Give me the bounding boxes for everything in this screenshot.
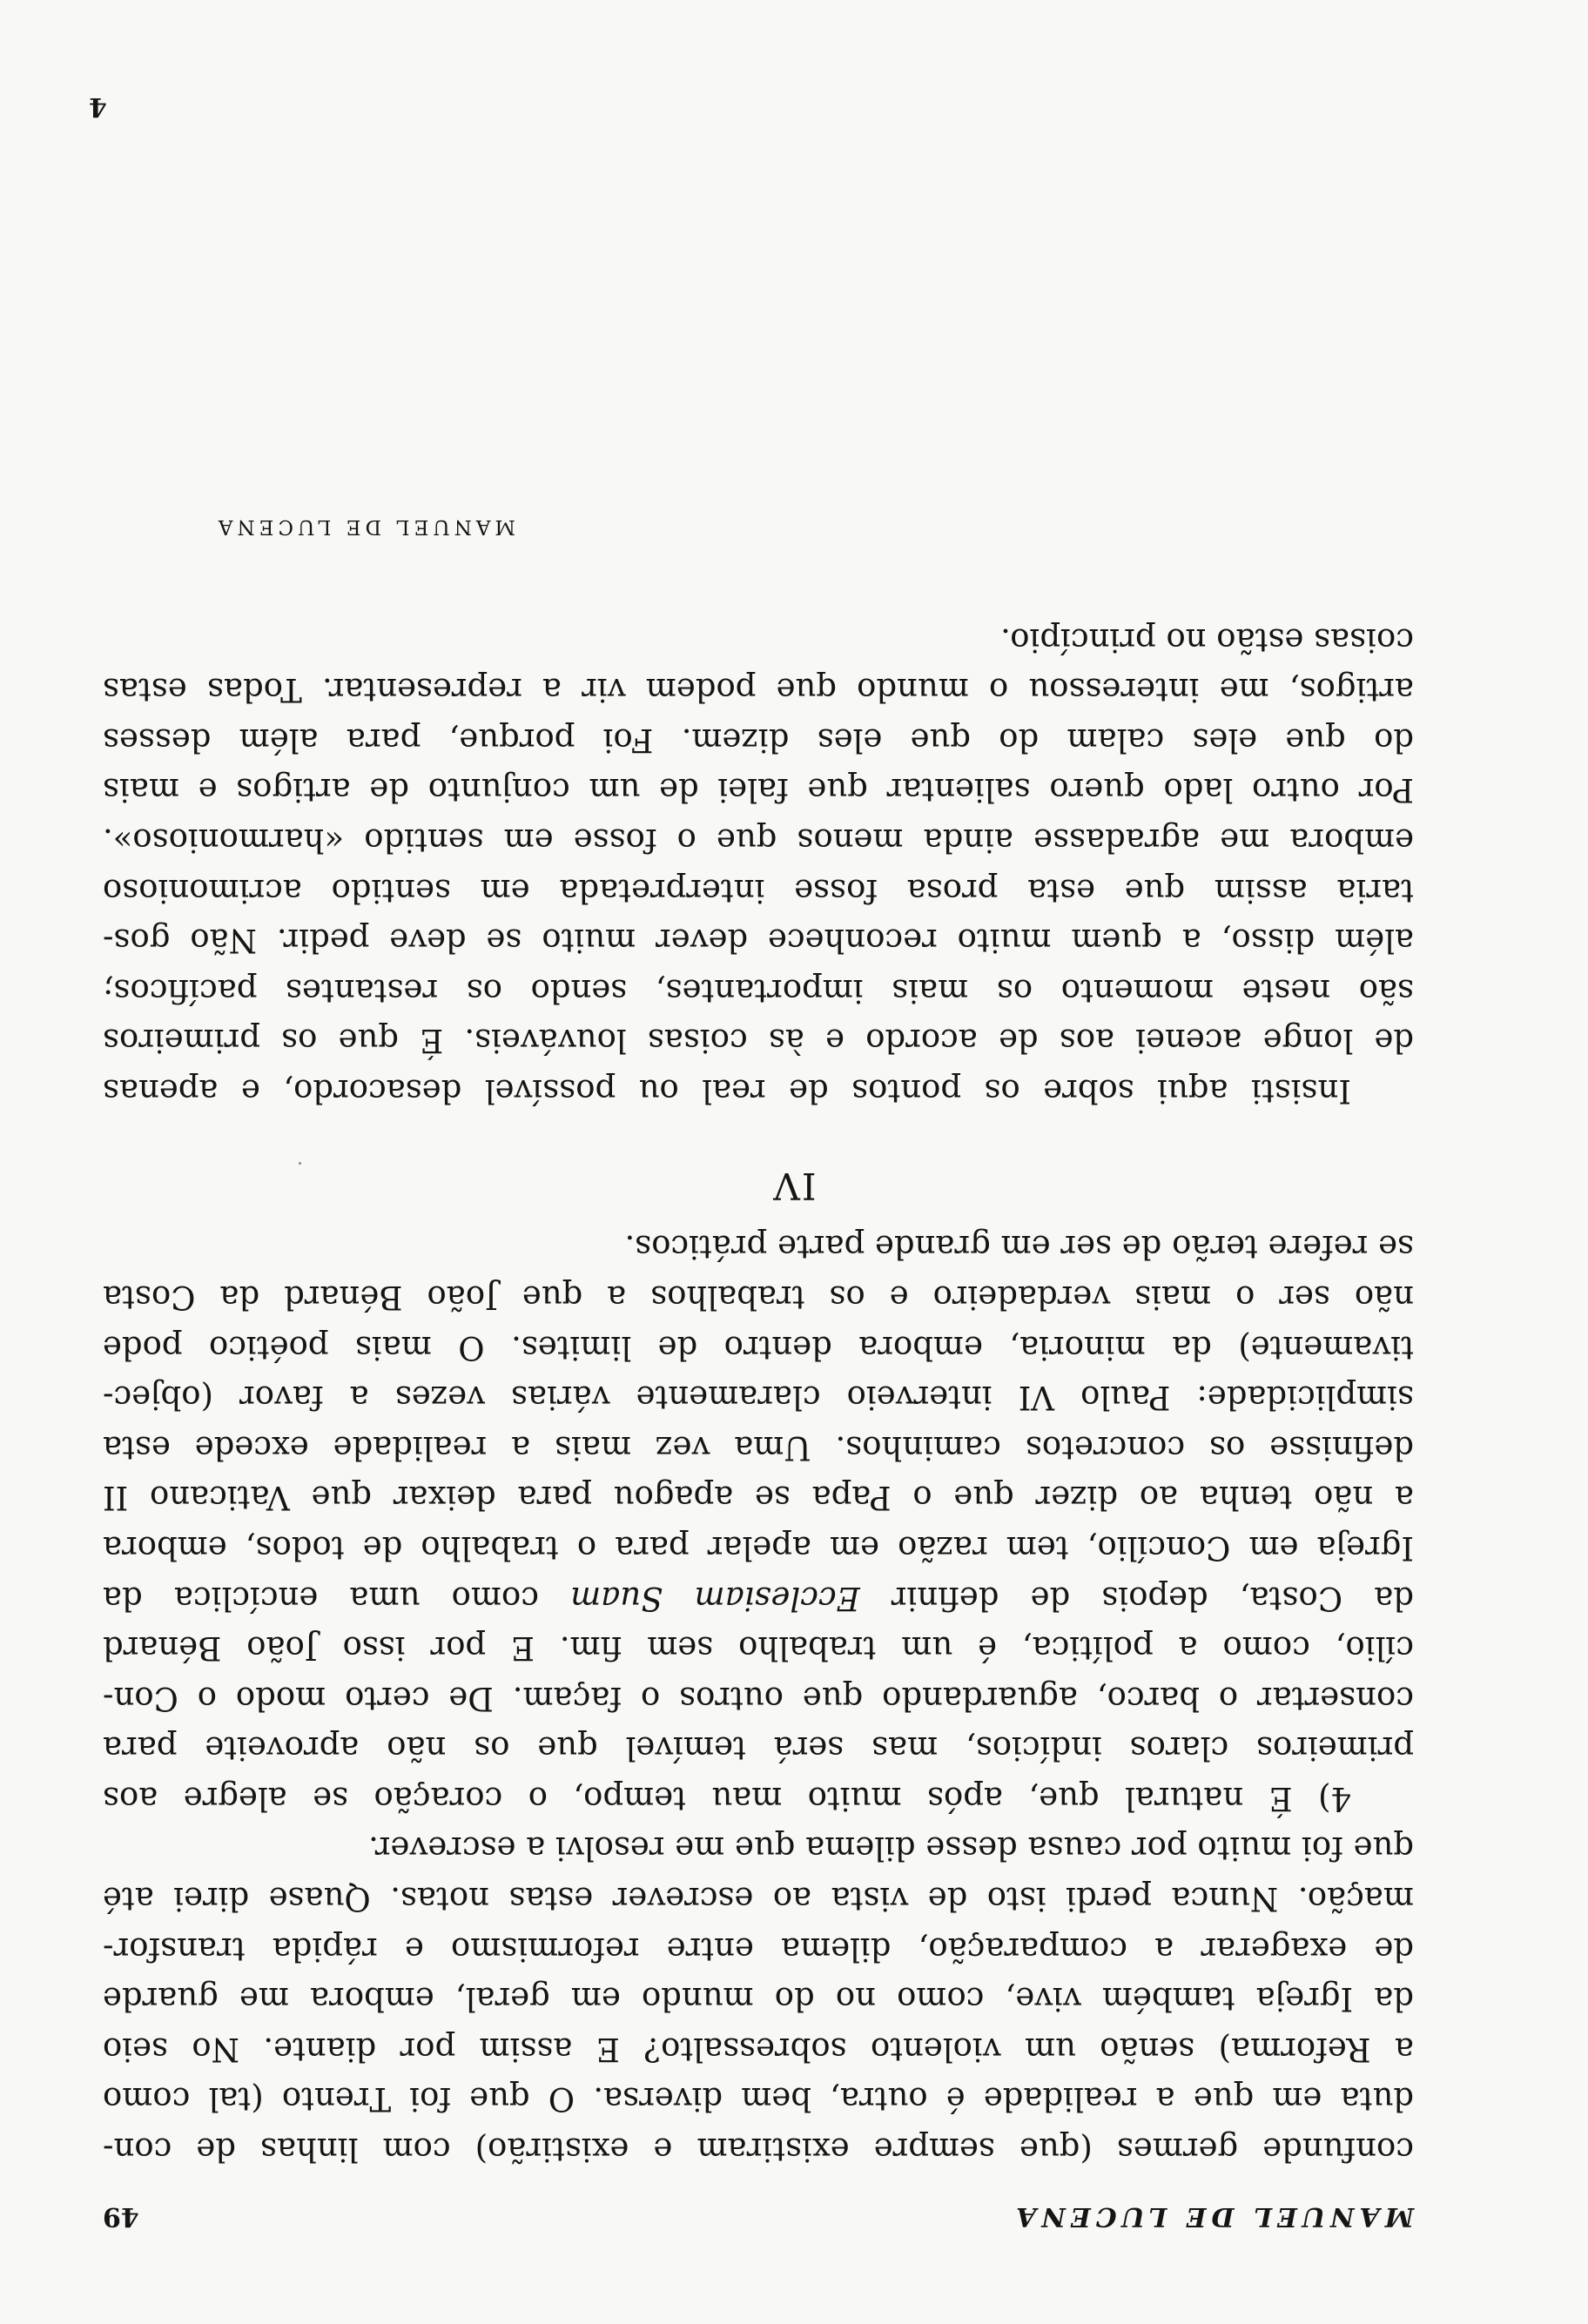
italic-title: Ecclesiam Suam xyxy=(570,1579,860,1617)
paragraph-continuation xyxy=(103,1824,1414,2174)
text-line: se refere terão de ser em grande parte práticos. xyxy=(624,1228,1414,1266)
text-line: além disso, a quem muito reconhece dever muito se deve pedir. Não gos- xyxy=(103,922,1414,960)
text-line: consertar o barco, aguardando que outros o façam. De certo modo o Con- xyxy=(103,1679,1414,1717)
text-segment: como uma encíclica da xyxy=(102,1579,571,1617)
text-line: de longe acenei aos de acordo e às coisas louváveis. É que os primeiros xyxy=(103,1022,1414,1060)
text-line: primeiros claros indícios, mas será temível que os não aproveite para xyxy=(103,1730,1414,1768)
text-line: mação. Nunca perdi isto de vista ao escrever estas notas. Quase direi até xyxy=(103,1880,1414,1918)
text-line: Por outro lado quero salientar que falei de um conjunto de artigos e mais xyxy=(103,771,1414,809)
running-head: MANUEL DE LUCENA xyxy=(1011,2201,1414,2232)
text-line: Insisti aqui sobre os pontos de real ou possível desacordo, e apenas xyxy=(103,1072,1351,1110)
text-segment: da Costa, depois de definir xyxy=(859,1579,1414,1617)
text-line: taria assim que esta prosa fosse interpretada em sentido acrimonioso xyxy=(103,871,1414,910)
text-line: que foi muito por causa desse dilema que me resolvi a escrever. xyxy=(368,1830,1414,1868)
text-line: Igreja em Concílio, tem razão em apelar para o trabalho de todos, embora xyxy=(103,1529,1414,1568)
text-line: embora me agradasse ainda menos que o fosse em sentido «harmonioso». xyxy=(103,822,1414,860)
text-line: 4) É natural que, após muito mau tempo, o coração se alegre aos xyxy=(103,1780,1351,1817)
text-line: são neste momento os mais importantes, sendo os restantes pacíficos; xyxy=(103,971,1414,1010)
paragraph-section-iv xyxy=(103,615,1414,1116)
text-line: a não tenha ao dizer que o Papa se apagou para deixar que Vaticano II xyxy=(103,1479,1414,1517)
text-line: coisas estão no princípio. xyxy=(1000,621,1414,659)
section-heading: IV xyxy=(771,1165,817,1207)
text-line: confunde germes (que sempre existiram e existirão) com linhas de con- xyxy=(103,2131,1414,2168)
text-line: de exagerar a comparação, dilema entre reformismo e rápida transfor- xyxy=(103,1930,1414,1968)
text-line: simplicidade: Paulo VI interveio claramente várias vezes a favor (objec- xyxy=(103,1379,1414,1417)
text-line-with-italic xyxy=(103,1573,1414,1623)
text-line: tivamente) da minoria, embora dentro de limites. O mais poético pode xyxy=(103,1328,1414,1367)
text-line: do que eles calam do que eles dizem. Foi porque, para além desses xyxy=(103,721,1414,759)
page-number: 49 xyxy=(103,2201,139,2232)
text-line: cílio, como a política, é um trabalho sem fim. E por isso João Bénard xyxy=(103,1629,1414,1668)
text-line: a Reforma) senão um violento sobressalto? E assim por diante. No seio xyxy=(103,2030,1414,2068)
text-line: artigos, me interessou o mundo que podem vir a representar. Todas estas xyxy=(103,671,1414,709)
text-line: da Igreja também vive, como no do mundo em geral, embora me guarde xyxy=(103,1980,1414,2018)
author-signature: MANUEL DE LUCENA xyxy=(213,515,515,538)
text-line: duta em que a realidade é outra, bem diversa. O que foi Trento (tal como xyxy=(103,2080,1414,2119)
print-speck xyxy=(299,1162,301,1165)
paragraph-point-4 xyxy=(103,1222,1414,1824)
text-line: não ser o mais verdadeiro e os trabalhos a que João Bénard da Costa xyxy=(103,1279,1414,1317)
text-line: definisse os concretos caminhos. Uma vez mais a realidade excede esta xyxy=(103,1428,1414,1467)
folio-number: 4 xyxy=(89,91,107,122)
